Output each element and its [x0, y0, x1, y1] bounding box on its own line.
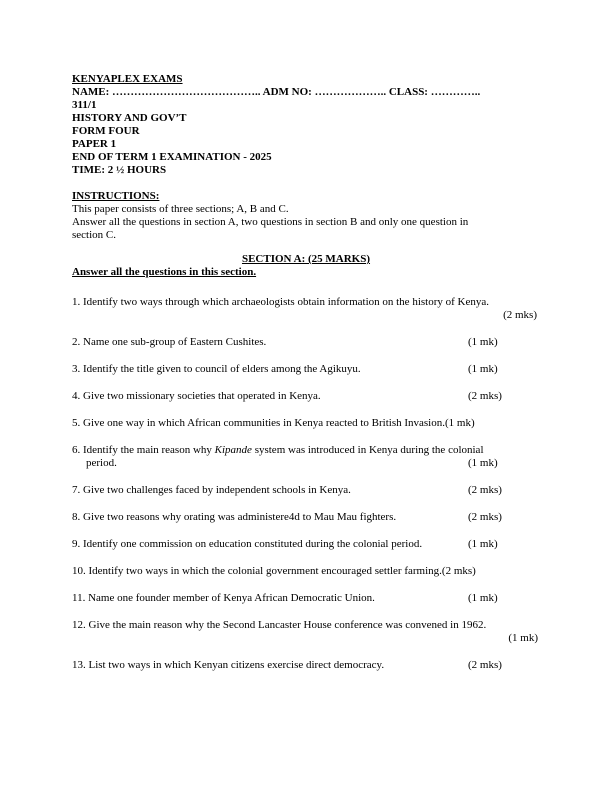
question-marks: (2 mks)	[468, 659, 502, 671]
instruction-line: section C.	[72, 229, 116, 241]
question-marks: (2 mks)	[468, 390, 502, 402]
question-text-part: 6. Identify the main reason why	[72, 444, 215, 456]
instruction-line: Answer all the questions in section A, two questions in section B and only one question in	[72, 216, 469, 228]
question-text: 11. Name one founder member of Kenya African Democratic Union.	[72, 592, 375, 604]
question-item	[72, 390, 540, 403]
question-text: 4. Give two missionary societies that operated in Kenya.	[72, 390, 321, 402]
question-text	[72, 444, 540, 457]
org-title: KENYAPLEX EXAMS	[72, 73, 183, 85]
question-text: 12. Give the main reason why the Second Lancaster House conference was convened in 1962.	[72, 619, 487, 631]
question-italic-term: Kipande	[214, 444, 252, 456]
question-item	[72, 336, 540, 349]
question-item	[72, 659, 540, 672]
question-item	[72, 511, 540, 524]
question-text: 2. Name one sub-group of Eastern Cushites.	[72, 336, 267, 348]
subject-title: HISTORY AND GOV’T	[72, 112, 187, 124]
question-item	[72, 296, 540, 322]
instructions-title: INSTRUCTIONS:	[72, 190, 160, 202]
question-marks: (1 mk)	[508, 632, 538, 644]
question-text: 7. Give two challenges faced by independent schools in Kenya.	[72, 484, 351, 496]
question-text: 10. Identify two ways in which the colonial government encouraged settler farming.(2 mks)	[72, 565, 476, 577]
question-marks: (1 mk)	[468, 336, 498, 348]
question-item	[72, 565, 540, 578]
section-a-subtitle: Answer all the questions in this section.	[72, 266, 257, 278]
paper-number: PAPER 1	[72, 138, 117, 150]
question-text: 5. Give one way in which African communities in Kenya reacted to British Invasion.(1 mk)	[72, 417, 475, 429]
exam-page	[72, 73, 540, 672]
question-marks: (2 mks)	[468, 511, 502, 523]
question-marks: (1 mk)	[468, 363, 498, 375]
form-level: FORM FOUR	[72, 125, 140, 137]
question-text: 3. Identify the title given to council of elders among the Agikuyu.	[72, 363, 361, 375]
question-item	[72, 417, 540, 430]
section-a-title: SECTION A: (25 MARKS)	[241, 253, 371, 265]
question-item	[72, 444, 540, 470]
question-item	[72, 619, 540, 645]
question-item	[72, 592, 540, 605]
instruction-line: This paper consists of three sections; A, B and C.	[72, 203, 289, 215]
question-marks: (2 mks)	[503, 309, 537, 321]
question-text-part: system was introduced in Kenya during the colonial	[251, 444, 484, 456]
question-continuation	[72, 457, 540, 470]
question-text: 9. Identify one commission on education constituted during the colonial period.	[72, 538, 423, 550]
question-marks: (2 mks)	[468, 484, 502, 496]
question-marks: (1 mk)	[468, 457, 498, 469]
question-marks: (1 mk)	[468, 592, 498, 604]
question-text-cont: period.	[86, 457, 117, 469]
question-text: 8. Give two reasons why orating was administere4d to Mau Mau fighters.	[72, 511, 397, 523]
question-item	[72, 363, 540, 376]
exam-time: TIME: 2 ½ HOURS	[72, 164, 167, 176]
paper-code: 311/1	[72, 99, 97, 111]
exam-name: END OF TERM 1 EXAMINATION - 2025	[72, 151, 272, 163]
question-marks: (1 mk)	[468, 538, 498, 550]
question-text: 13. List two ways in which Kenyan citizens exercise direct democracy.	[72, 659, 385, 671]
question-item	[72, 538, 540, 551]
student-details-line: NAME: ………………………………….. ADM NO: ……………….. CLASS: …………..	[72, 86, 481, 98]
question-item	[72, 484, 540, 497]
question-text: 1. Identify two ways through which archaeologists obtain information on the history of Kenya.	[72, 296, 489, 308]
